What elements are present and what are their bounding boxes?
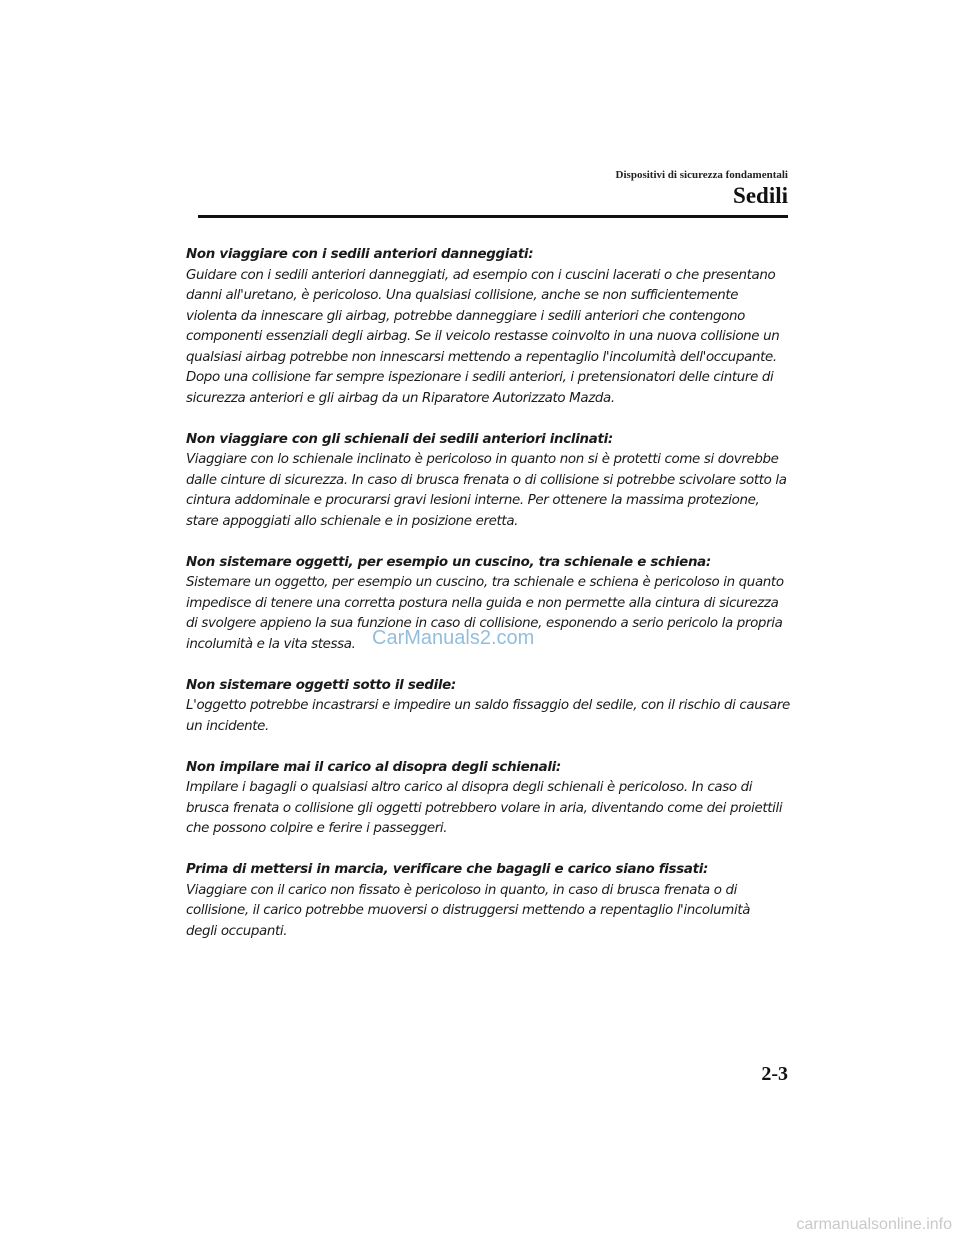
warning-content	[186, 245, 790, 963]
warning-text: Viaggiare con lo schienale inclinato è pericoloso in quanto non si è protetti come si dovrebbe dalle cinture di sicurezza. In caso di brusca frenata o di collisione si potrebbe scivolare sotto la cintura addominale e procurarsi gravi lesioni interne. Per ottenere la massima protezione, stare appoggiati allo schienale e in posizione eretta.	[186, 452, 787, 529]
warning-text: L'oggetto potrebbe incastrarsi e impedire un saldo fissaggio del sedile, con il rischio di causare un incidente.	[186, 698, 790, 734]
warning-text: Impilare i bagagli o qualsiasi altro carico al disopra degli schienali è pericoloso. In caso di brusca frenata o collisione gli oggetti potrebbero volare in aria, diventando come dei proiettili che possono colpire e ferire i passeggeri.	[186, 780, 783, 836]
warning-text: Guidare con i sedili anteriori danneggiati, ad esempio con i cuscini lacerati o che presentano danni all'uretano, è pericoloso. Una qualsiasi collisione, anche se non sufficientemente violenta da innescare gli airbag, potrebbe danneggiare i sedili anteriori che contengono componenti essenziali degli airbag. Se il veicolo restasse coinvolto in una nuova collisione un qualsiasi airbag potrebbe non innescarsi mettendo a repentaglio l'incolumità dell'occupante. Dopo una collisione far sempre ispezionare i sedili anteriori, i pretensionatori delle cinture di sicurezza anteriori e gli airbag da un Riparatore Autorizzato Mazda.	[186, 267, 780, 406]
warning-block-reclined-seatbacks	[186, 430, 790, 533]
page-title: Sedili	[733, 183, 788, 208]
warning-text: Sistemare un oggetto, per esempio un cuscino, tra schienale e schiena è pericoloso in quanto impedisce di tenere una corretta postura nella guida e non permette alla cintura di sicurezza di svolgere appieno la sua funzione in caso di collisione, esponendo a serio pericolo la propria incolumità e la vita stessa.	[186, 575, 784, 652]
warning-heading: Prima di mettersi in marcia, verificare che bagagli e carico siano fissati:	[186, 862, 709, 877]
watermark-footer: carmanualsonline.info	[796, 1216, 952, 1233]
warning-block-secure-cargo	[186, 860, 790, 942]
warning-block-objects-under-seat	[186, 676, 790, 738]
section-title: Dispositivi di sicurezza fondamentali	[615, 169, 788, 181]
header-divider	[198, 215, 788, 218]
watermark-logo: CarManuals2.com	[372, 627, 535, 649]
warning-heading: Non viaggiare con i sedili anteriori danneggiati:	[186, 247, 534, 262]
warning-heading: Non sistemare oggetti, per esempio un cuscino, tra schienale e schiena:	[186, 554, 711, 570]
warning-heading: Non sistemare oggetti sotto il sedile:	[186, 677, 456, 693]
warning-block-damaged-seats	[186, 245, 790, 409]
warning-text: Viaggiare con il carico non fissato è pericoloso in quanto, in caso di brusca frenata o di collisione, il carico potrebbe muoversi o distruggersi mettendo a repentaglio l'incolumità degli occupanti.	[186, 882, 751, 939]
page-number: 2-3	[761, 1063, 788, 1085]
warning-block-stacked-cargo	[186, 758, 790, 840]
warning-heading: Non viaggiare con gli schienali dei sedili anteriori inclinati:	[186, 431, 613, 447]
warning-heading: Non impilare mai il carico al disopra degli schienali:	[186, 759, 561, 775]
